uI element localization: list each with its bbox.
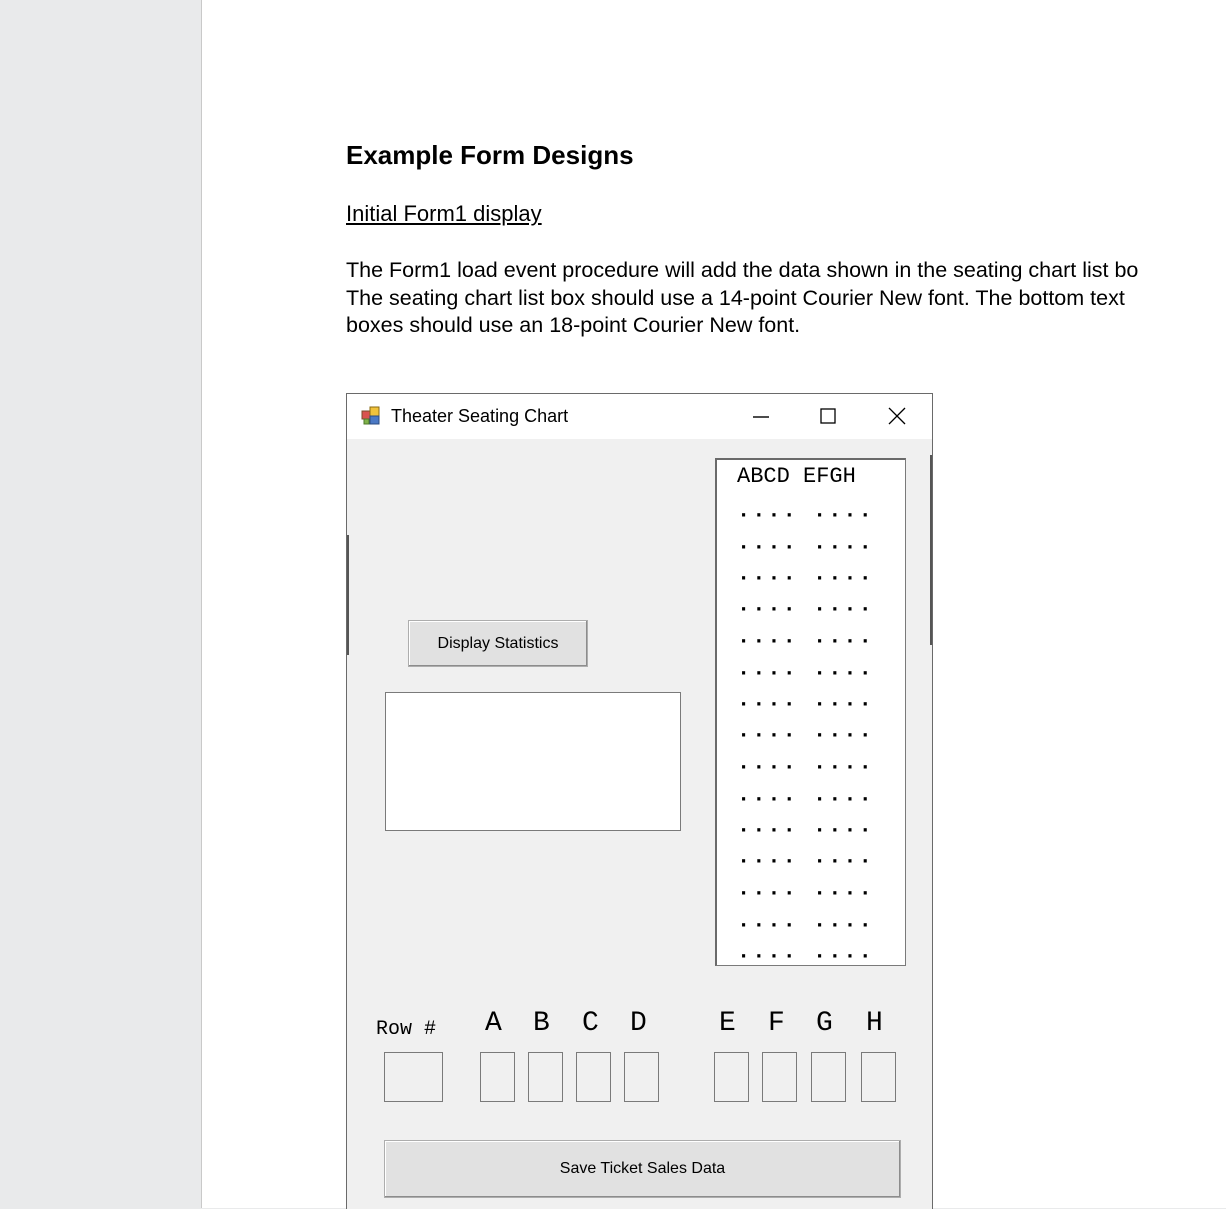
seating-row[interactable]: ···· ···· — [737, 913, 874, 938]
title-bar[interactable] — [347, 394, 932, 439]
seating-row[interactable]: ···· ···· — [737, 787, 874, 812]
column-label-a: A — [485, 1008, 502, 1039]
seating-row[interactable]: ···· ···· — [737, 944, 874, 966]
seating-row[interactable]: ···· ···· — [737, 597, 874, 622]
display-statistics-button[interactable]: Display Statistics — [408, 620, 588, 667]
minimize-button[interactable] — [738, 394, 784, 439]
seat-f-textbox[interactable] — [762, 1052, 797, 1102]
paragraph-line: boxes should use an 18-point Courier New font. — [346, 313, 801, 337]
seat-d-textbox[interactable] — [624, 1052, 659, 1102]
maximize-icon — [818, 406, 838, 426]
seating-row[interactable]: ···· ···· — [737, 692, 874, 717]
seating-chart-listbox[interactable] — [715, 458, 906, 966]
windows-form-icon — [361, 406, 381, 426]
window-title: Theater Seating Chart — [391, 406, 569, 426]
column-label-b: B — [533, 1008, 550, 1039]
seating-row[interactable]: ···· ···· — [737, 755, 874, 780]
seat-e-textbox[interactable] — [714, 1052, 749, 1102]
seating-chart-header: ABCD EFGH — [737, 464, 856, 489]
seating-row[interactable]: ···· ···· — [737, 629, 874, 654]
column-label-e: E — [719, 1008, 736, 1039]
row-number-label: Row # — [376, 1018, 437, 1041]
paragraph-line: The seating chart list box should use a 14-point Courier New font. The bottom text — [346, 285, 1125, 310]
instructions-paragraph — [346, 257, 1226, 340]
seat-a-textbox[interactable] — [480, 1052, 515, 1102]
close-icon — [887, 406, 907, 426]
seating-row[interactable]: ···· ···· — [737, 881, 874, 906]
theater-seating-form — [346, 393, 933, 1209]
form-border-mark — [347, 535, 349, 655]
column-label-d: D — [630, 1008, 647, 1039]
column-label-f: F — [768, 1008, 785, 1039]
close-button[interactable] — [874, 394, 920, 439]
seat-c-textbox[interactable] — [576, 1052, 611, 1102]
column-label-h: H — [866, 1008, 883, 1039]
save-ticket-sales-button[interactable]: Save Ticket Sales Data — [384, 1140, 901, 1198]
seating-row[interactable]: ···· ···· — [737, 818, 874, 843]
row-number-textbox[interactable] — [384, 1052, 443, 1102]
seating-row[interactable]: ···· ···· — [737, 566, 874, 591]
seat-h-textbox[interactable] — [861, 1052, 896, 1102]
minimize-icon — [751, 406, 771, 426]
paragraph-line: The Form1 load event procedure will add the data shown in the seating chart list bo — [346, 258, 1139, 282]
statistics-textbox[interactable] — [385, 692, 681, 831]
seating-row[interactable]: ···· ···· — [737, 849, 874, 874]
seating-row[interactable]: ···· ···· — [737, 503, 874, 528]
seat-b-textbox[interactable] — [528, 1052, 563, 1102]
seat-g-textbox[interactable] — [811, 1052, 846, 1102]
seating-row[interactable]: ···· ···· — [737, 535, 874, 560]
form-border-mark — [930, 455, 932, 645]
subsection-heading: Initial Form1 display — [346, 201, 542, 226]
section-heading: Example Form Designs — [346, 140, 634, 170]
seating-row[interactable]: ···· ···· — [737, 723, 874, 748]
seating-row[interactable]: ···· ···· — [737, 661, 874, 686]
column-label-c: C — [582, 1008, 599, 1039]
column-label-g: G — [816, 1008, 833, 1039]
maximize-button[interactable] — [805, 394, 851, 439]
